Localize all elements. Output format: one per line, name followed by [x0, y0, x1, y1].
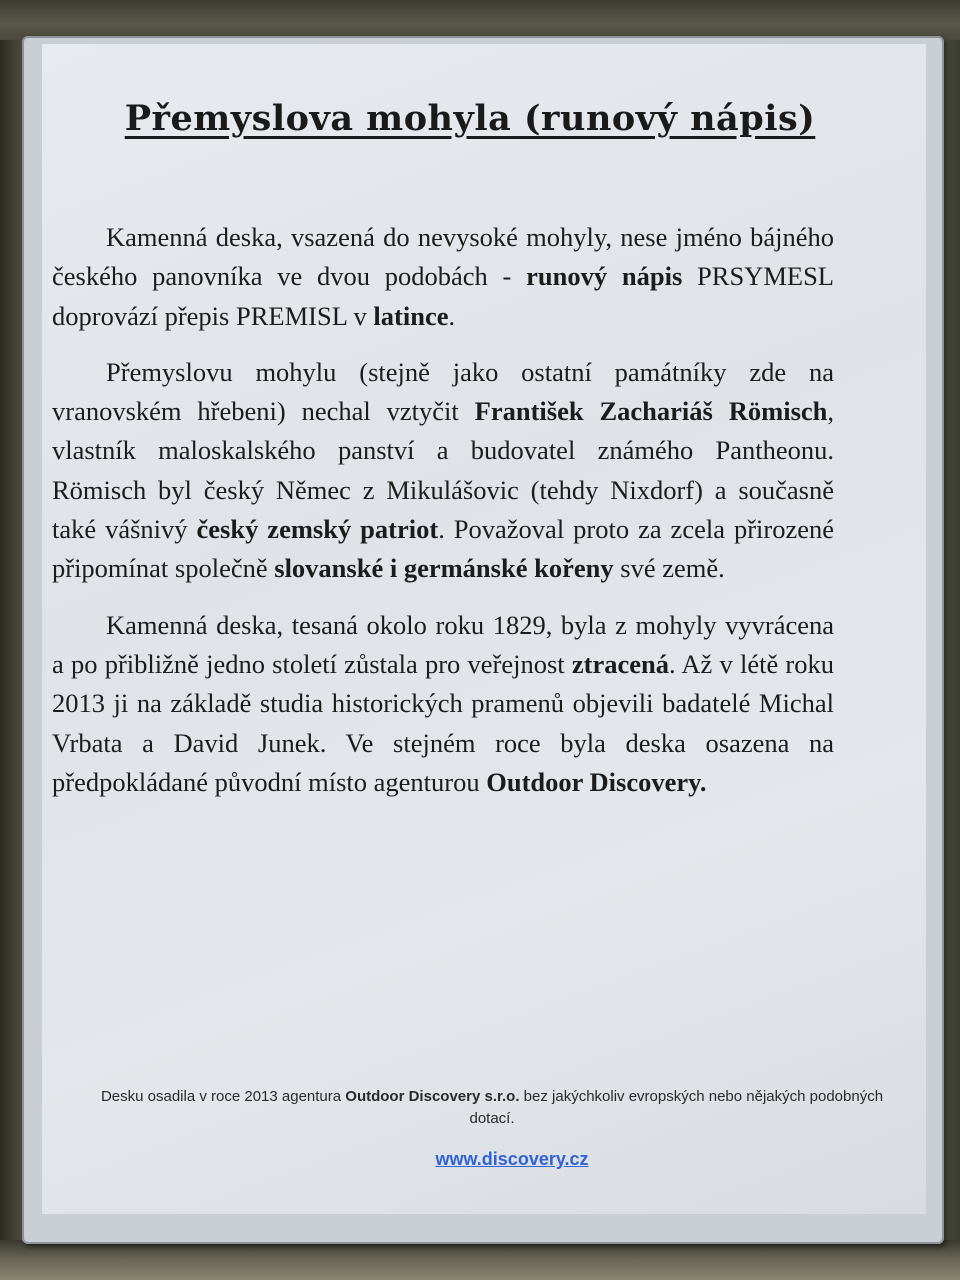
footer-note-after: bez jakýchkoliv evropských nebo nějakých podobných dotací.	[469, 1088, 884, 1127]
tree-bark-bottom	[0, 1240, 960, 1280]
bold-text: runový nápis	[526, 261, 683, 292]
bold-text: František Zachariáš Römisch	[474, 396, 828, 427]
text-run: Kamenná deska, vsazená do nevysoké mohyly, nese jméno bájného českého panovníka ve dvou podobách -	[52, 222, 834, 292]
text-run: PRSYMESL doprovází přepis PREMISL v	[52, 261, 834, 331]
text-run: .	[448, 300, 456, 331]
website-link[interactable]: www.discovery.cz	[435, 1149, 589, 1169]
bold-text: ztracená	[571, 648, 669, 679]
bold-text: slovanské i germánské kořeny	[274, 553, 614, 584]
text-run: své země.	[613, 553, 725, 584]
sign-body	[52, 218, 834, 819]
footer-note	[92, 1086, 892, 1130]
footer-note-before: Desku osadila v roce 2013 agentura	[100, 1088, 346, 1105]
paragraph-romisch	[52, 353, 834, 589]
paragraph-rediscovery	[52, 606, 834, 802]
tree-bark-top	[0, 0, 960, 40]
bold-text: Outdoor Discovery.	[486, 766, 707, 797]
footer-note-company: Outdoor Discovery s.r.o.	[345, 1088, 520, 1105]
text-run: Kamenná deska, tesaná okolo roku 1829, byla z mohyly vyvrácena a po přibližně jedno století zůstala pro veřejnost	[52, 609, 834, 679]
sign-title: Přemyslova mohyla (runový nápis)	[124, 98, 816, 139]
bold-text: latince	[373, 300, 449, 331]
text-run: . Považoval proto za zcela přirozené připomínat společně	[52, 514, 834, 584]
paragraph-runic-inscription	[52, 218, 834, 336]
text-run: Přemyslovu mohylu (stejně jako ostatní památníky zde na vranovském hřebeni) nechal vztyčit	[52, 356, 834, 427]
text-run: . Až v létě roku 2013 ji na základě studia historických pramenů objevili badatelé Michal Vrbata a David Junek. Ve stejném roce byla deska osazena na předpokládané původní místo agenturou	[52, 648, 835, 797]
text-run: , vlastník maloskalského panství a budovatel známého Pantheonu. Römisch byl český Němec z Mikulášovic (tehdy Nixdorf) a současně také vášnivý	[52, 396, 835, 545]
bold-text: český zemský patriot	[196, 514, 439, 545]
